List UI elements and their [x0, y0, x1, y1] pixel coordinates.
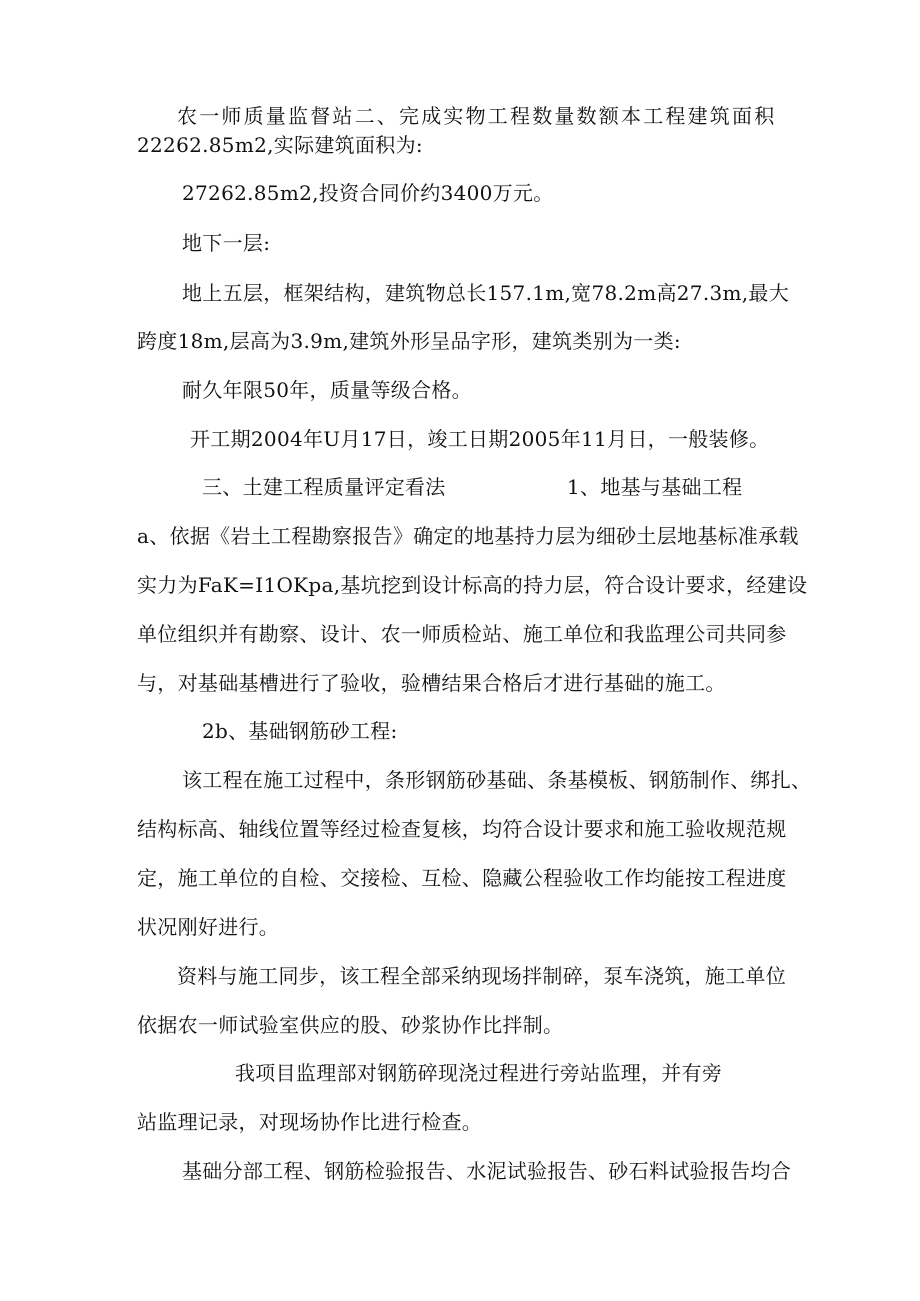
paragraph-line: 地下一层: — [182, 231, 271, 255]
paragraph-line: 依据农一师试验室供应的股、砂浆协作比拌制。 — [137, 1013, 564, 1037]
paragraph-line: 22262.85m2,实际建筑面积为: — [137, 133, 423, 157]
paragraph-line: a、依据《岩土工程勘察报告》确定的地基持力层为细砂土层地基标准承载 — [137, 524, 799, 548]
paragraph-line: 我项目监理部对钢筋碎现浇过程进行旁站监理，并有旁 — [235, 1061, 723, 1085]
paragraph-line: 定，施工单位的自检、交接检、互检、隐藏公程验收工作均能按工程进度 — [137, 866, 787, 890]
paragraph-line: 状况刚好进行。 — [137, 915, 280, 939]
paragraph-line: 耐久年限50年，质量等级合格。 — [182, 378, 472, 402]
section-heading: 三、土建工程质量评定看法 — [202, 475, 446, 499]
subsection-heading: 1、地基与基础工程 — [567, 475, 743, 499]
paragraph-line: 跨度18m,层高为3.9m,建筑外形呈品字形，建筑类别为一类: — [137, 329, 681, 353]
paragraph-line: 地上五层，框架结构，建筑物总长157.1m,宽78.2m高27.3m,最大 — [182, 281, 790, 305]
paragraph-line: 实力为FaK=I1OKpa,基坑挖到设计标高的持力层，符合设计要求，经建设 — [137, 573, 808, 597]
paragraph-line: 与，对基础基槽进行了验收，验槽结果合格后才进行基础的施工。 — [137, 671, 726, 695]
paragraph-line: 站监理记录，对现场协作比进行检查。 — [137, 1110, 483, 1134]
paragraph-line: 该工程在施工过程中，条形钢筋砂基础、条基模板、钢筋制作、绑扎、 — [182, 768, 812, 792]
paragraph-line: 基础分部工程、钢筋检验报告、水泥试验报告、砂石料试验报告均合 — [182, 1159, 791, 1183]
paragraph-line: 开工期2004年U月17日，竣工日期2005年11月日，一般装修。 — [190, 427, 770, 451]
paragraph-line: 资料与施工同步，该工程全部采纳现场拌制碎，泵车浇筑，施工单位 — [177, 964, 786, 988]
paragraph-line: 单位组织并有勘察、设计、农一师质检站、施工单位和我监理公司共同参 — [137, 622, 787, 646]
paragraph-line: 结构标高、轴线位置等经过检查复核，均符合设计要求和施工验收规范规 — [137, 817, 787, 841]
paragraph-line: 27262.85m2,投资合同价约3400万元。 — [182, 181, 554, 205]
subsection-heading: 2b、基础钢筋砂工程: — [202, 719, 398, 743]
paragraph-line: 农一师质量监督站二、完成实物工程数量数额本工程建筑面积 — [177, 104, 777, 128]
